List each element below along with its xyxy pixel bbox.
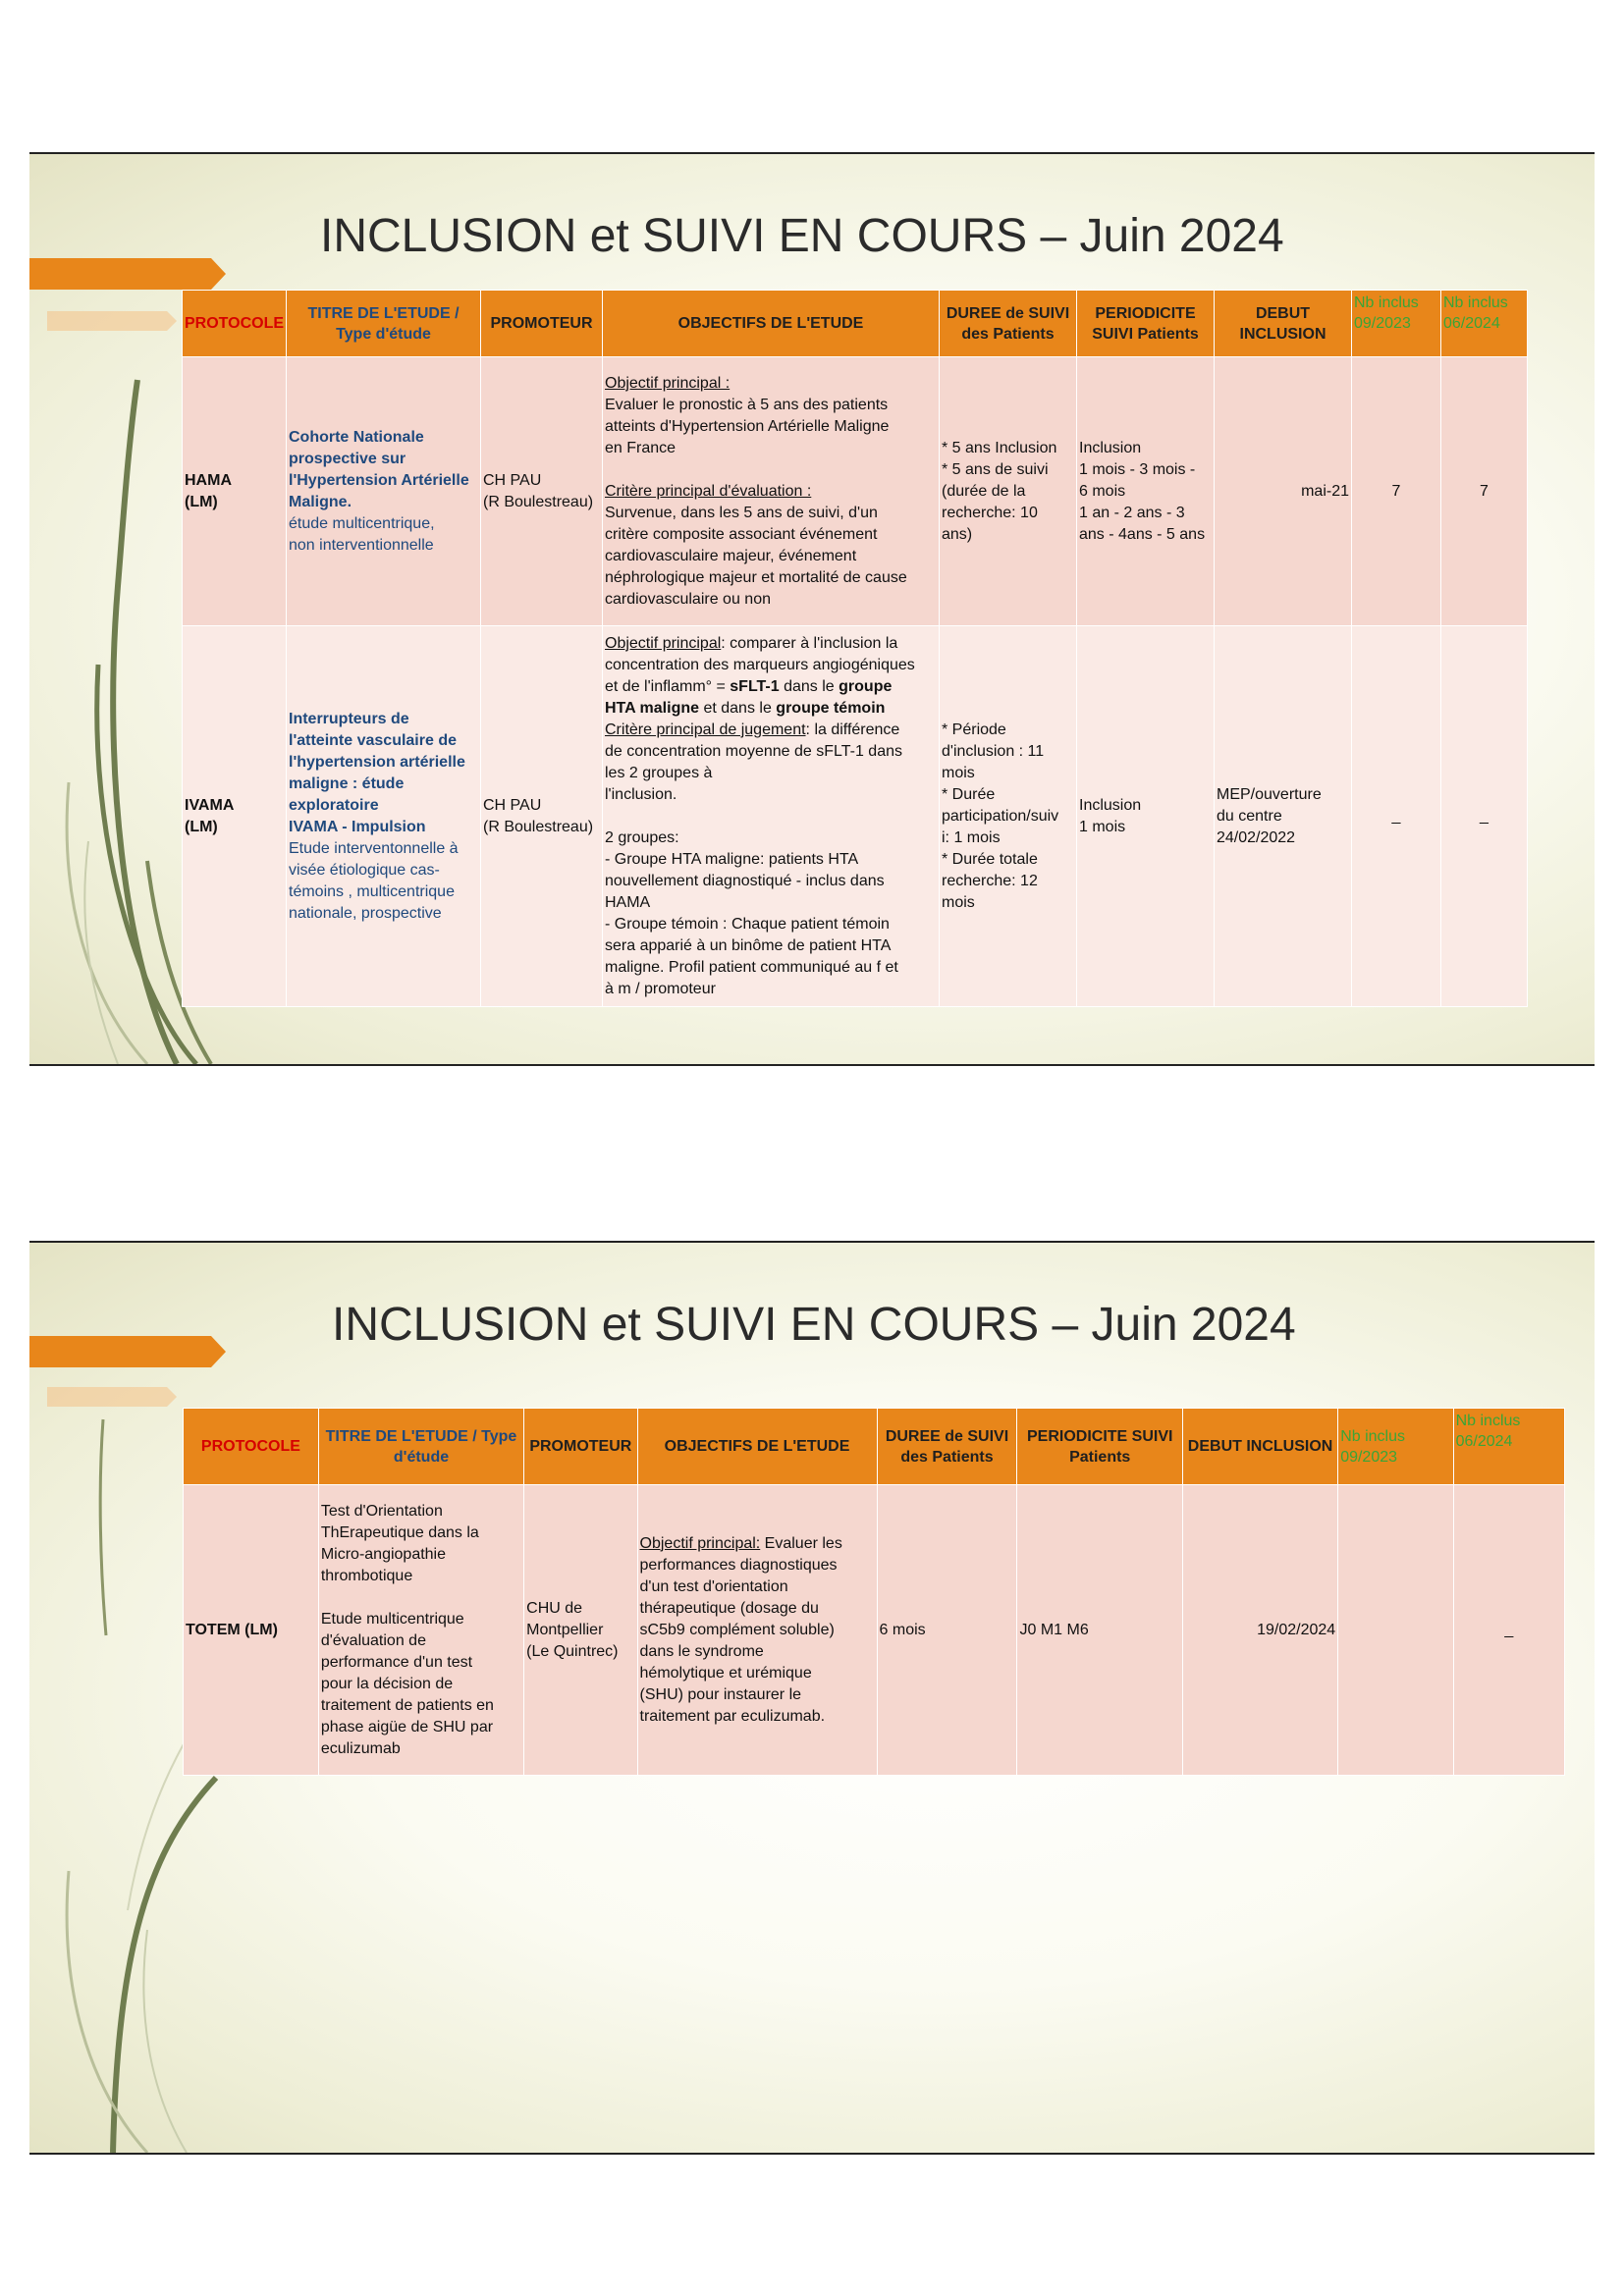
slide-1 bbox=[29, 152, 1595, 1066]
studies-table bbox=[182, 290, 1528, 1007]
header-promoteur: PROMOTEUR bbox=[481, 291, 603, 357]
cell-periodicite: Inclusion 1 mois bbox=[1077, 626, 1215, 1007]
cell-periodicite: J0 M1 M6 bbox=[1017, 1485, 1182, 1776]
header-duree: DUREE de SUIVI des Patients bbox=[877, 1409, 1017, 1485]
header-debut: DEBUT INCLUSION bbox=[1215, 291, 1352, 357]
slide-title: INCLUSION et SUIVI EN COURS – Juin 2024 bbox=[332, 1299, 1296, 1351]
header-duree: DUREE de SUIVI des Patients bbox=[940, 291, 1077, 357]
cell-debut: 19/02/2024 bbox=[1182, 1485, 1337, 1776]
header-nb-2024: Nb inclus 06/2024 bbox=[1453, 1409, 1564, 1485]
cell-duree: 6 mois bbox=[877, 1485, 1017, 1776]
cell-debut: MEP/ouverture du centre 24/02/2022 bbox=[1215, 626, 1352, 1007]
table-header-row bbox=[184, 1409, 1565, 1485]
studies-table bbox=[183, 1408, 1565, 1776]
cell-promoteur: CHU de Montpellier (Le Quintrec) bbox=[524, 1485, 637, 1776]
header-debut: DEBUT INCLUSION bbox=[1182, 1409, 1337, 1485]
cell-protocole: HAMA (LM) bbox=[183, 357, 287, 626]
cell-protocole: IVAMA (LM) bbox=[183, 626, 287, 1007]
table-row bbox=[183, 357, 1528, 626]
cell-nb-2023 bbox=[1338, 1485, 1453, 1776]
cell-titre: Test d'Orientation ThErapeutique dans la Micro-angiopathie thrombotique Etude multicentrique d'évaluation de performance d'un test pour la décision de traitement de patients en phase aigüe de SHU par eculizumab bbox=[318, 1485, 523, 1776]
header-periodicite: PERIODICITE SUIVI Patients bbox=[1077, 291, 1215, 357]
header-nb-2023: Nb inclus 09/2023 bbox=[1352, 291, 1441, 357]
slide-2 bbox=[29, 1241, 1595, 2155]
cell-duree: * Période d'inclusion : 11 mois * Durée participation/suiv i: 1 mois * Durée totale recherche: 12 mois bbox=[940, 626, 1077, 1007]
cell-nb-2023: 7 bbox=[1352, 357, 1441, 626]
header-objectifs: OBJECTIFS DE L'ETUDE bbox=[637, 1409, 877, 1485]
cell-promoteur: CH PAU (R Boulestreau) bbox=[481, 626, 603, 1007]
cell-nb-2024: _ bbox=[1453, 1485, 1564, 1776]
cell-titre: Interrupteurs de l'atteinte vasculaire de l'hypertension artérielle maligne : étude exploratoire IVAMA - Impulsion Etude interventonnelle à visée étiologique cas- témoins , multicentrique nationale, prospective bbox=[287, 626, 481, 1007]
header-nb-2024: Nb inclus 06/2024 bbox=[1441, 291, 1528, 357]
cell-objectifs: Objectif principal: comparer à l'inclusion la concentration des marqueurs angiogéniques et de l'inflamm° = sFLT-1 dans le groupe HTA maligne et dans le groupe témoin Critère principal de jugement: la différence de concentration moyenne de sFLT-1 dans les 2 groupes à l'inclusion. 2 groupes: - Groupe HTA maligne: patients HTA nouvellement diagnostiqué - inclus dans HAMA - Groupe témoin : Chaque patient témoin sera apparié à un binôme de patient HTA maligne. Profil patient communiqué au f et à m / promoteur bbox=[603, 626, 940, 1007]
table-row bbox=[183, 626, 1528, 1007]
header-titre: TITRE DE L'ETUDE / Type d'étude bbox=[287, 291, 481, 357]
header-titre: TITRE DE L'ETUDE / Type d'étude bbox=[318, 1409, 523, 1485]
header-nb-2023: Nb inclus 09/2023 bbox=[1338, 1409, 1453, 1485]
table-row bbox=[184, 1485, 1565, 1776]
slide-title: INCLUSION et SUIVI EN COURS – Juin 2024 bbox=[320, 210, 1284, 262]
cell-objectifs: Objectif principal: Evaluer les performances diagnostiques d'un test d'orientation thérapeutique (dosage du sC5b9 complément soluble) dans le syndrome hémolytique et urémique (SHU) pour instaurer le traitement par eculizumab. bbox=[637, 1485, 877, 1776]
cell-nb-2023: _ bbox=[1352, 626, 1441, 1007]
header-protocole: PROTOCOLE bbox=[184, 1409, 319, 1485]
cell-promoteur: CH PAU (R Boulestreau) bbox=[481, 357, 603, 626]
cell-protocole: TOTEM (LM) bbox=[184, 1485, 319, 1776]
header-objectifs: OBJECTIFS DE L'ETUDE bbox=[603, 291, 940, 357]
cell-nb-2024: 7 bbox=[1441, 357, 1528, 626]
cell-nb-2024: _ bbox=[1441, 626, 1528, 1007]
cell-duree: * 5 ans Inclusion * 5 ans de suivi (durée de la recherche: 10 ans) bbox=[940, 357, 1077, 626]
cell-periodicite: Inclusion 1 mois - 3 mois - 6 mois 1 an - 2 ans - 3 ans - 4ans - 5 ans bbox=[1077, 357, 1215, 626]
header-protocole: PROTOCOLE bbox=[183, 291, 287, 357]
cell-titre: Cohorte Nationale prospective sur l'Hypertension Artérielle Maligne. étude multicentrique, non interventionnelle bbox=[287, 357, 481, 626]
header-promoteur: PROMOTEUR bbox=[524, 1409, 637, 1485]
table-header-row bbox=[183, 291, 1528, 357]
cell-debut: mai-21 bbox=[1215, 357, 1352, 626]
header-periodicite: PERIODICITE SUIVI Patients bbox=[1017, 1409, 1182, 1485]
cell-objectifs: Objectif principal : Evaluer le pronostic à 5 ans des patients atteints d'Hypertension Artérielle Maligne en France Critère principal d'évaluation : Survenue, dans les 5 ans de suivi, d'un critère composite associant événement cardiovasculaire majeur, événement néphrologique majeur et mortalité de cause cardiovasculaire ou non bbox=[603, 357, 940, 626]
